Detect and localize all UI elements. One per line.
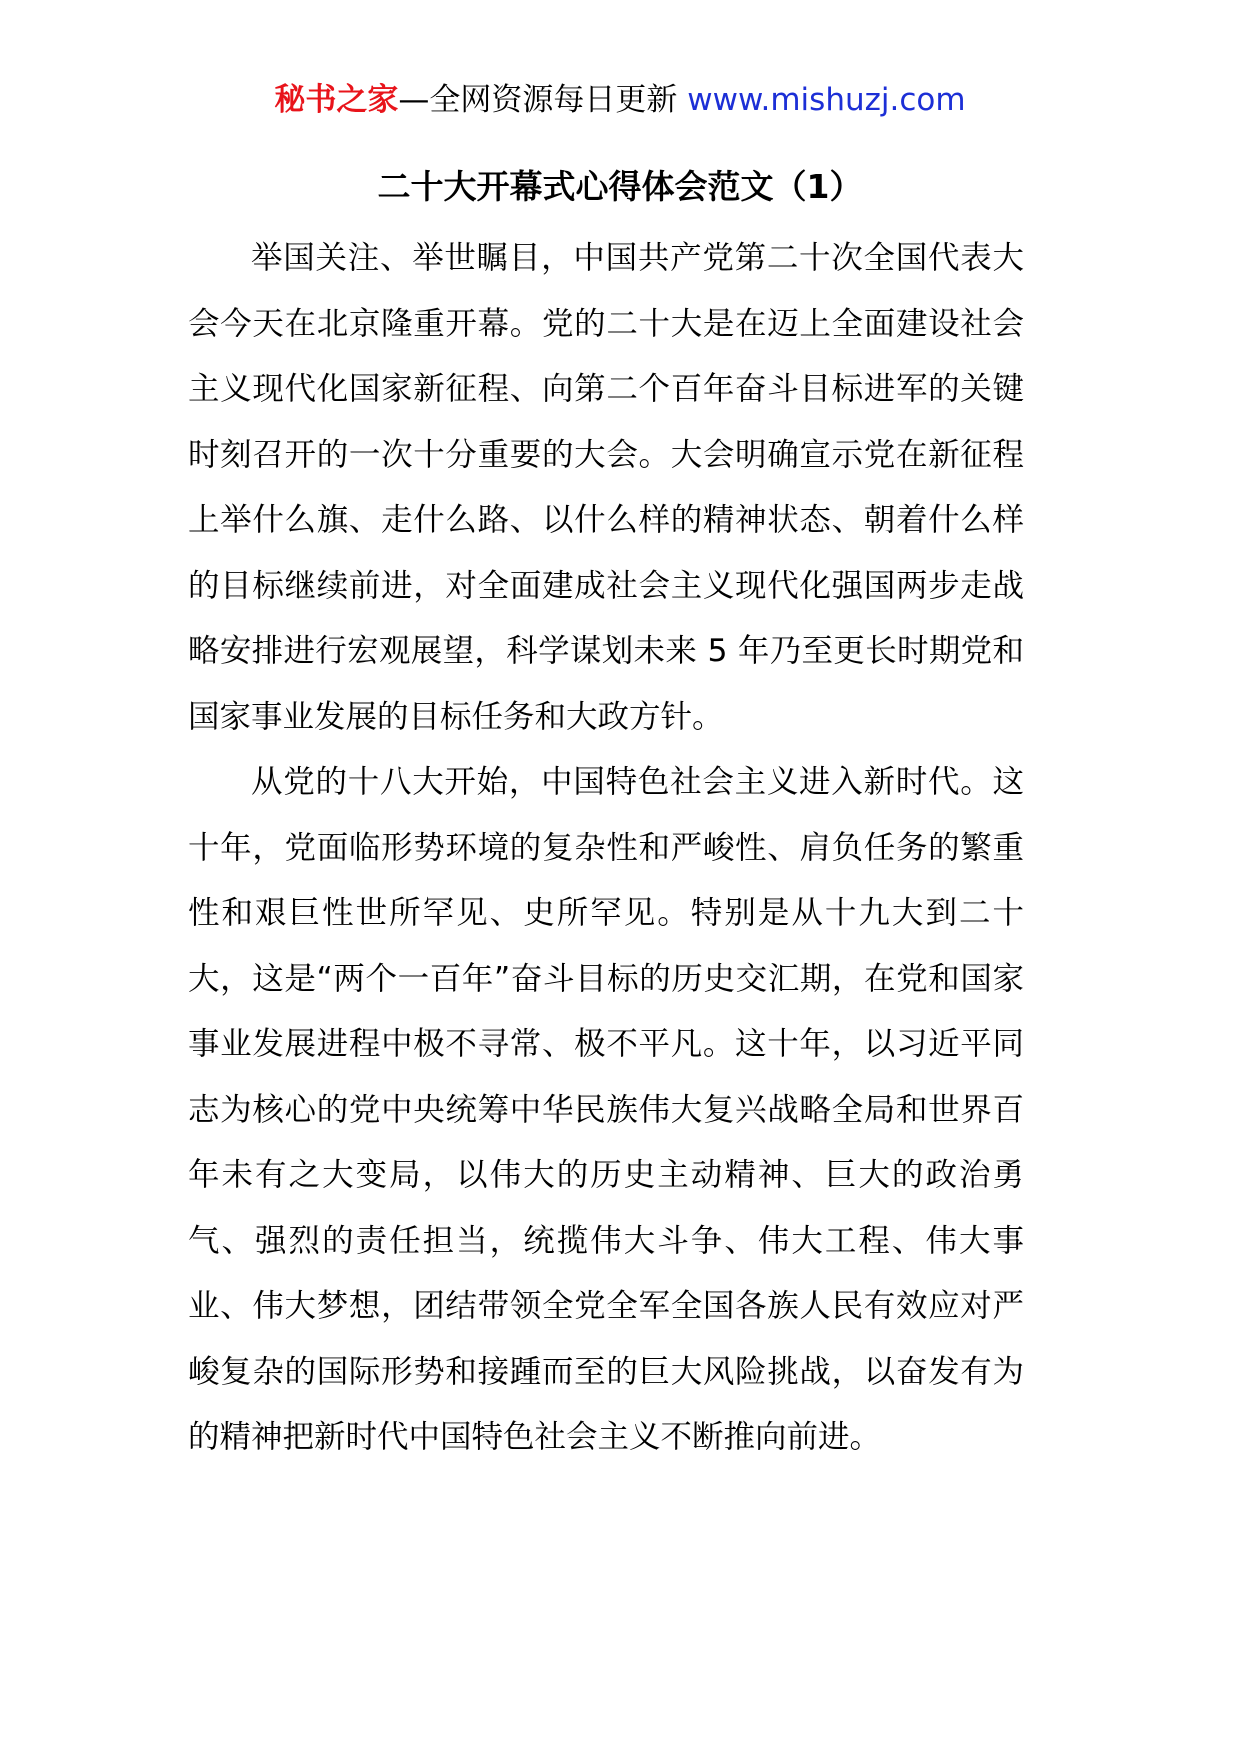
paragraph-1: 举国关注、举世瞩目，中国共产党第二十次全国代表大会今天在北京隆重开幕。党的二十大是在迈上全面建设社会主义现代化国家新征程、向第二个百年奋斗目标进军的关键时刻召开的一次十分重要的大会。大会明确宣示党在新征程上举什么旗、走什么路、以什么样的精神状态、朝着什么样的目标继续前进，对全面建成社会主义现代化强国两步走战略安排进行宏观展望，科学谋划未来 5 年乃至更长时期党和国家事业发展的目标任务和大政方针。 <box>188 240 1024 735</box>
document-title: 二十大开幕式心得体会范文（1） <box>377 167 863 206</box>
site-tagline: —全网资源每日更新 <box>398 82 688 118</box>
paragraph-2: 从党的十八大开始，中国特色社会主义进入新时代。这十年，党面临形势环境的复杂性和严峻性、肩负任务的繁重性和艰巨性世所罕见、史所罕见。特别是从十九大到二十大，这是“两个一百年”奋斗目标的历史交汇期，在党和国家事业发展进程中极不寻常、极不平凡。这十年，以习近平同志为核心的党中央统筹中华民族伟大复兴战略全局和世界百年未有之大变局，以伟大的历史主动精神、巨大的政治勇气、强烈的责任担当，统揽伟大斗争、伟大工程、伟大事业、伟大梦想，团结带领全党全军全国各族人民有效应对严峻复杂的国际形势和接踵而至的巨大风险挑战，以奋发有为的精神把新时代中国特色社会主义不断推向前进。 <box>188 764 1024 1455</box>
site-header <box>0 78 1240 122</box>
document-body <box>188 226 1024 1471</box>
site-url-link[interactable]: www.mishuzj.com <box>687 82 966 118</box>
site-brand: 秘书之家 <box>274 82 399 118</box>
